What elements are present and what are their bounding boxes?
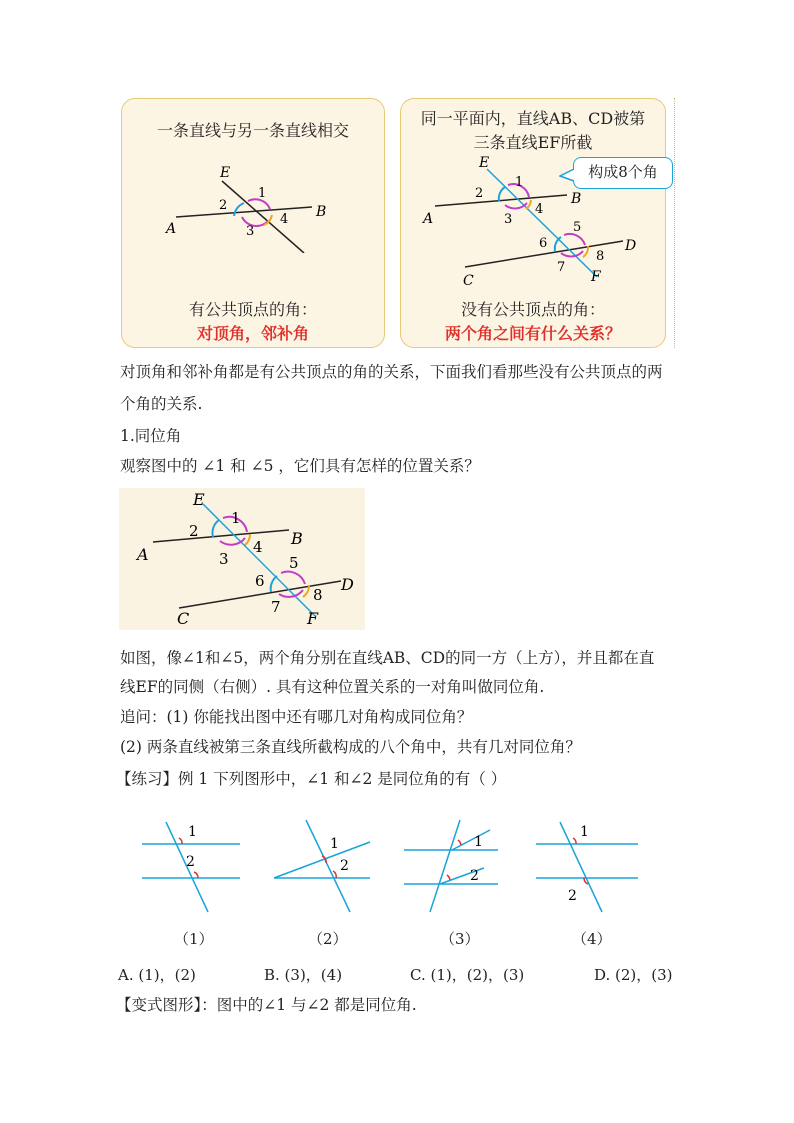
variant-heading: 【变式图形】：图中的∠1 与∠2 都是同位角. [116,996,417,1014]
angle-arc-1 [573,838,576,844]
angle-arc-2 [194,872,198,878]
label-e: E [479,155,490,171]
angle-arc-2 [447,875,450,880]
right-box-title-line-1: 同一平面内，直线AB、CD被第 [420,109,646,128]
label-2: 2 [219,198,228,213]
label-a: A [137,545,149,564]
label-4: 4 [253,538,263,556]
left-box-caption-1: 有公共顶点的角： [188,300,317,319]
label-a: A [166,221,177,237]
right-box [400,98,666,348]
figure-background [119,488,365,630]
label-3: 3 [504,212,513,227]
angle-arc-2 [234,203,244,216]
box-edge-dotted [674,98,675,348]
label-d: D [341,575,354,594]
intro-line-1: 对顶角和邻补角都是有公共顶点的角的关系，下面我们看那些没有公共顶点的两 [120,363,663,381]
option-c: C. (1)，(2)，(3) [410,966,525,984]
label-8: 8 [596,249,605,264]
exercise-heading: 【练习】例 1 下列图形中，∠1 和∠2 是同位角的有（ ） [116,770,507,788]
angle-arc-1 [458,840,461,845]
figure-caption-3: （3） [440,930,480,948]
angle-label-2: 2 [568,888,577,904]
right-box-caption-2: 两个角之间有什么关系？ [444,324,621,343]
angle-label-2: 2 [186,854,195,870]
left-box-caption-2: 对顶角，邻补角 [196,324,309,343]
label-1: 1 [515,175,524,190]
label-7: 7 [557,260,566,275]
section-heading: 1.同位角 [120,427,182,445]
right-box-title-line-2: 三条直线EF所截 [473,133,593,152]
small-figure-1 [136,818,246,918]
label-3: 3 [219,550,229,568]
figure-caption-2: （2） [308,930,348,948]
label-e: E [220,165,231,181]
right-box-diagram [401,153,667,293]
transversal [430,820,460,912]
label-8: 8 [313,586,323,604]
label-4: 4 [280,212,289,227]
left-box-diagram [122,153,386,253]
left-box [121,98,385,348]
label-3: 3 [246,224,255,239]
label-c: C [463,273,474,289]
label-b: B [316,204,327,220]
speech-bubble-text: 构成8个角 [588,163,658,181]
angle-label-1: 1 [188,824,197,840]
angle-label-2: 2 [340,858,349,874]
label-4: 4 [535,202,544,217]
label-6: 6 [539,236,548,251]
small-figure-4 [532,818,642,918]
angle-arc-3 [505,203,527,208]
label-6: 6 [255,572,265,590]
label-1: 1 [231,509,241,527]
follow-up-2: (2) 两条直线被第三条直线所截构成的八个角中，共有几对同位角？ [120,738,581,756]
label-2: 2 [475,186,484,201]
option-a: A. (1)，(2) [118,966,196,984]
slanted-line-top [452,830,490,850]
angle-arc-5 [564,234,585,245]
angle-arc-6 [555,237,561,251]
label-2: 2 [189,522,199,540]
line-ab [176,207,312,217]
definition-line-2: 线EF的同侧（右侧）. 具有这种位置关系的一对角叫做同位角. [120,678,545,696]
label-a: A [423,211,434,227]
angle-label-1: 1 [330,836,339,852]
label-c: C [177,609,190,628]
small-figure-2 [270,818,380,918]
right-box-caption-1: 没有公共顶点的角： [460,300,605,319]
figure-caption-4: （4） [572,930,612,948]
label-f: F [591,269,601,285]
angle-label-1: 1 [474,834,483,850]
figure-caption-1: （1） [174,930,214,948]
option-d: D. (2)，(3) [594,966,673,984]
angle-label-1: 1 [580,824,589,840]
label-5: 5 [573,220,582,235]
label-b: B [291,529,303,548]
follow-up-1: 追问：(1) 你能找出图中还有哪几对角构成同位角？ [120,708,473,726]
line-ab [435,195,567,206]
label-7: 7 [271,598,281,616]
slanted-line [274,842,370,878]
option-b: B. (3)，(4) [264,966,343,984]
question-text: 观察图中的 ∠1 和 ∠5 ，它们具有怎样的位置关系？ [120,457,480,475]
small-figure-3 [400,818,510,918]
angle-arc-2 [499,187,505,201]
label-d: D [625,238,637,254]
angle-label-2: 2 [470,868,479,884]
intro-line-2: 个角的关系. [120,395,203,413]
middle-figure [119,488,365,630]
angle-arc-1 [179,838,182,844]
label-1: 1 [258,186,267,201]
left-box-title: 一条直线与另一条直线相交 [156,121,349,140]
label-b: B [571,191,582,207]
label-f: F [307,609,319,628]
definition-line-1: 如图，像∠1和∠5，两个角分别在直线AB、CD的同一方（上方），并且都在直 [120,649,655,667]
label-5: 5 [289,554,299,572]
label-e: E [193,490,205,509]
